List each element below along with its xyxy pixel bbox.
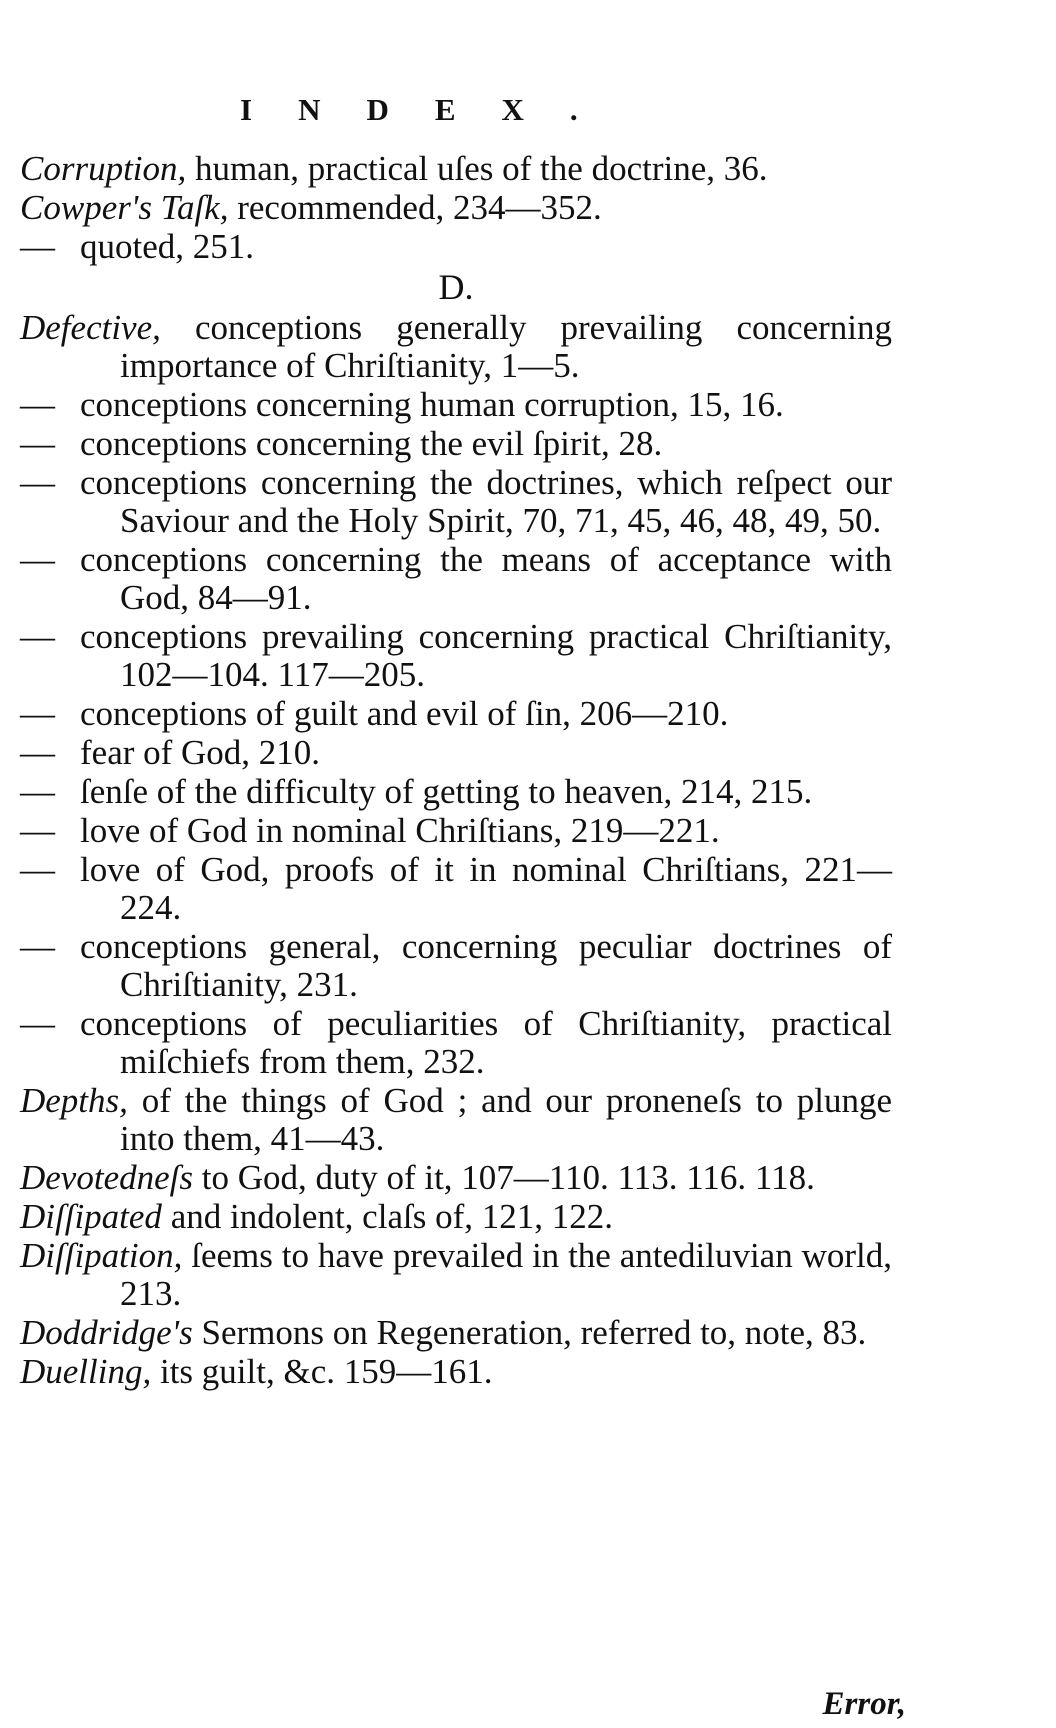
ditto-dash: — <box>20 424 55 463</box>
index-entry <box>20 189 892 227</box>
entry-text: conceptions of peculiarities of Chriſtianity, practical miſchiefs from them, 232. <box>80 1004 892 1081</box>
index-subentry <box>20 618 892 694</box>
ditto-dash: — <box>20 617 55 656</box>
entry-text: its guilt, &c. 159—161. <box>159 1352 493 1391</box>
ditto-dash: — <box>20 463 55 502</box>
entry-headword: Depths, <box>20 1081 128 1120</box>
ditto-dash: — <box>20 694 55 733</box>
entry-text: love of God, proofs of it in nominal Chriſtians, 221—224. <box>80 850 892 927</box>
index-entries <box>20 150 892 1392</box>
ditto-dash: — <box>20 385 55 424</box>
index-entry <box>20 1237 892 1313</box>
index-entry <box>20 309 892 385</box>
entry-headword: Corruption, <box>20 149 187 188</box>
index-entry <box>20 150 892 188</box>
index-subentry <box>20 928 892 1004</box>
entry-text: conceptions concerning the evil ſpirit, 28. <box>80 424 663 463</box>
ditto-dash: — <box>20 540 55 579</box>
index-entry <box>20 1198 892 1236</box>
entry-text: Sermons on Regeneration, referred to, note, 83. <box>201 1313 867 1352</box>
index-subentry <box>20 1005 892 1081</box>
index-subentry <box>20 464 892 540</box>
index-subentry <box>20 812 892 850</box>
entry-text: conceptions concerning human corruption, 15, 16. <box>80 385 784 424</box>
section-letter: D. <box>438 267 474 307</box>
entry-headword: Duelling, <box>20 1352 152 1391</box>
entry-text: conceptions general, concerning peculiar doctrines of Chriſtianity, 231. <box>80 927 892 1004</box>
index-subentry <box>20 695 892 733</box>
index-subentry <box>20 228 892 266</box>
entry-text: quoted, 251. <box>80 227 255 266</box>
index-entry <box>20 1082 892 1158</box>
entry-text: conceptions concerning the means of acceptance with God, 84—91. <box>80 540 892 617</box>
entry-text: conceptions generally prevailing concerning importance of Chriſtianity, 1—5. <box>120 308 892 385</box>
entry-text: conceptions prevailing concerning practical Chriſtianity, 102—104. 117—205. <box>80 617 892 694</box>
ditto-dash: — <box>20 811 55 850</box>
index-subentry <box>20 541 892 617</box>
entry-text: love of God in nominal Chriſtians, 219—221. <box>80 811 720 850</box>
index-subentry <box>20 386 892 424</box>
entry-text: fear of God, 210. <box>80 733 321 772</box>
entry-text: and indolent, claſs of, 121, 122. <box>170 1197 613 1236</box>
entry-headword: Devotedneſs <box>20 1158 193 1197</box>
entry-text: to God, duty of it, 107—110. 113. 116. 118. <box>201 1158 815 1197</box>
entry-headword: Defective, <box>20 308 161 347</box>
ditto-dash: — <box>20 733 55 772</box>
ditto-dash: — <box>20 227 55 266</box>
entry-headword: Diſſipation, <box>20 1236 183 1275</box>
entry-headword: Cowper's Taſk, <box>20 188 229 227</box>
entry-text: of the things of God ; and our proneneſs to plunge into them, 41—43. <box>120 1081 892 1158</box>
entry-text: recommended, 234—352. <box>237 188 602 227</box>
entry-text: human, practical uſes of the doctrine, 36. <box>195 149 768 188</box>
index-subentry <box>20 734 892 772</box>
entry-text: ſeems to have prevailed in the antediluvian world, 213. <box>120 1236 893 1313</box>
page-header: INDEX. <box>240 92 624 127</box>
index-subentry <box>20 773 892 811</box>
index-subentry <box>20 851 892 927</box>
ditto-dash: — <box>20 927 55 966</box>
index-entry <box>20 1314 892 1352</box>
entry-text: conceptions of guilt and evil of ſin, 206—210. <box>80 694 729 733</box>
entry-text: ſenſe of the difficulty of getting to heaven, 214, 215. <box>80 772 813 811</box>
entry-headword: Doddridge's <box>20 1313 193 1352</box>
ditto-dash: — <box>20 1004 55 1043</box>
entry-text: conceptions concerning the doctrines, which reſpect our Saviour and the Holy Spirit, 70, 71, 45, 46, 48, 49, 50. <box>80 463 892 540</box>
index-entry <box>20 1159 892 1197</box>
ditto-dash: — <box>20 772 55 811</box>
index-subentry <box>20 425 892 463</box>
index-entry <box>20 1353 892 1391</box>
catchword: Error, <box>822 1686 906 1722</box>
entry-headword: Diſſipated <box>20 1197 162 1236</box>
ditto-dash: — <box>20 850 55 889</box>
